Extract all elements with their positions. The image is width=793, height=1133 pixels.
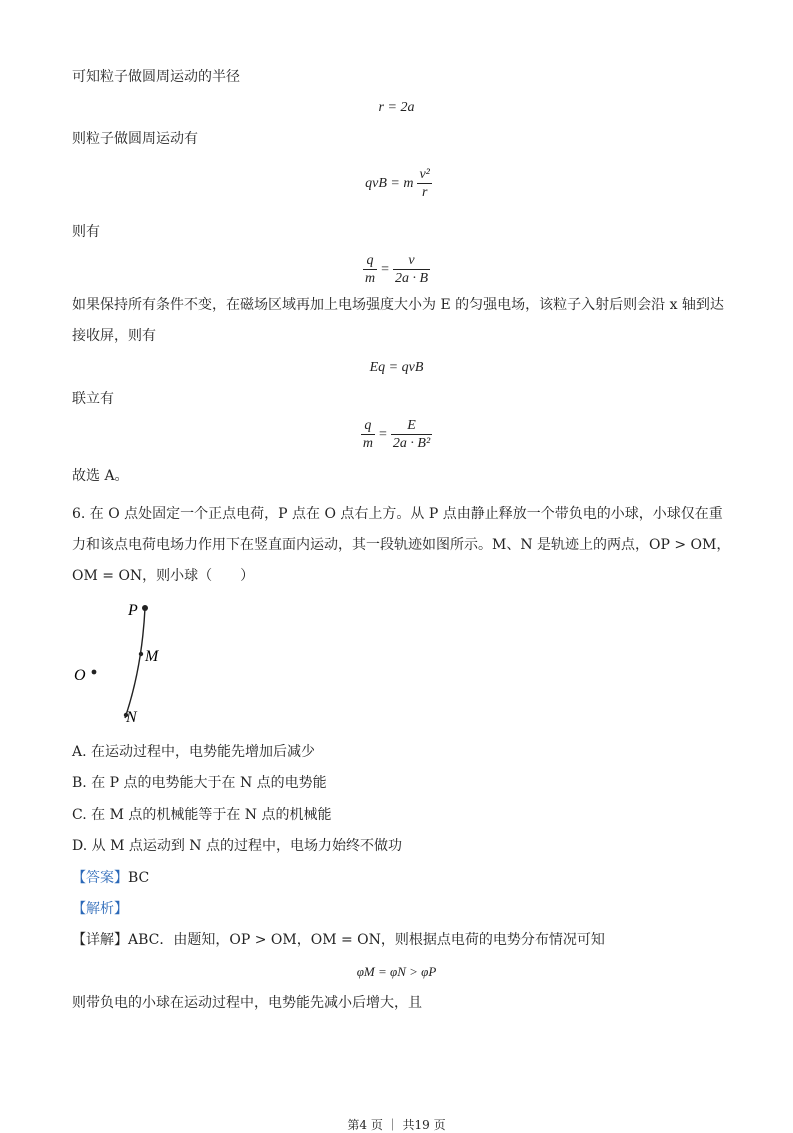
potential-equation: φM = φN > φP bbox=[356, 964, 437, 979]
page-footer: 第4 页 ｜ 共19 页 bbox=[347, 1118, 446, 1132]
force-numerator: v² bbox=[419, 167, 430, 182]
detail-tag: 【详解】 bbox=[72, 932, 128, 948]
option-d: D. 从 M 点运动到 N 点的过程中，电场力始终不做功 bbox=[72, 838, 403, 854]
ratio2-left-den: m bbox=[362, 436, 373, 451]
conclusion-line: 则带负电的小球在运动过程中，电势能先减小后增大，且 bbox=[72, 995, 422, 1011]
ratio2-left bbox=[361, 417, 375, 452]
force-fraction bbox=[417, 166, 431, 201]
label-p: P bbox=[128, 602, 138, 619]
question-line-2: 力和该点电荷电场力作用下在竖直面内运动，其一段轨迹如图所示。M、N 是轨迹上的两点，OP > OM， bbox=[72, 537, 731, 553]
ratio2-left-num: q bbox=[361, 417, 375, 435]
choose-answer-text: 故选 A。 bbox=[72, 468, 129, 484]
electric-field-line-1: 如果保持所有条件不变，在磁场区域再加上电场强度大小为 E 的匀强电场，该粒子入射后则会沿 x 轴到达 bbox=[72, 297, 724, 313]
ratio1-right bbox=[393, 252, 430, 287]
ratio1-right-den: 2a · B bbox=[394, 271, 429, 286]
trajectory-figure bbox=[70, 596, 180, 730]
ratio2-right-num: E bbox=[391, 417, 432, 435]
option-b: B. 在 P 点的电势能大于在 N 点的电势能 bbox=[72, 775, 327, 791]
force-denominator: r bbox=[421, 185, 428, 200]
ratio2-right bbox=[391, 417, 432, 452]
answer-line bbox=[72, 869, 149, 887]
answer-tag: 【答案】 bbox=[72, 870, 128, 886]
detail-line bbox=[72, 931, 605, 949]
ratio1-left bbox=[363, 252, 377, 287]
force-lhs: qvB = m bbox=[365, 175, 414, 191]
ratio2-right-den: 2a · B² bbox=[392, 436, 431, 451]
lorentz-force-equation bbox=[0, 166, 793, 201]
question-line-1: 6. 在 O 点处固定一个正点电荷，P 点在 O 点右上方。从 P 点由静止释放一个带负电的小球，小球仅在重 bbox=[72, 506, 723, 522]
detail-text: ABC．由题知，OP > OM，OM = ON，则根据点电荷的电势分布情况可知 bbox=[128, 932, 605, 948]
ratio1-left-num: q bbox=[363, 252, 377, 270]
electric-field-line-2: 接收屏，则有 bbox=[72, 328, 156, 344]
label-o: O bbox=[74, 667, 86, 684]
ratio1-left-den: m bbox=[364, 271, 376, 286]
point-o-dot bbox=[92, 670, 97, 675]
radius-equation: r = 2a bbox=[378, 100, 415, 115]
point-p-dot bbox=[142, 605, 148, 611]
answer-value: BC bbox=[128, 870, 150, 886]
combine-text: 联立有 bbox=[72, 391, 114, 407]
label-n: N bbox=[126, 709, 137, 726]
point-m-dot bbox=[139, 652, 143, 656]
charge-mass-ratio-1: $\frac{q}{m}$ = $\frac{v}{2a \cdot B}$ bbox=[364, 253, 429, 286]
charge-mass-ratio-2: $\frac{q}{m}$ = $\frac{E}{\text{2a · B²}}$ bbox=[362, 418, 431, 451]
label-m: M bbox=[145, 648, 159, 665]
then-have-text: 则有 bbox=[72, 224, 100, 240]
analysis-tag: 【解析】 bbox=[72, 901, 128, 917]
option-c: C. 在 M 点的机械能等于在 N 点的机械能 bbox=[72, 807, 332, 823]
question-line-3: OM = ON，则小球（ ） bbox=[72, 568, 255, 584]
force-balance-equation: Eq = qvB bbox=[369, 360, 424, 375]
circular-motion-text: 则粒子做圆周运动有 bbox=[72, 131, 198, 147]
trajectory-curve bbox=[125, 608, 145, 718]
option-a: A. 在运动过程中，电势能先增加后减少 bbox=[72, 744, 316, 760]
ratio1-right-num: v bbox=[393, 252, 430, 270]
radius-intro: 可知粒子做圆周运动的半径 bbox=[72, 69, 240, 85]
